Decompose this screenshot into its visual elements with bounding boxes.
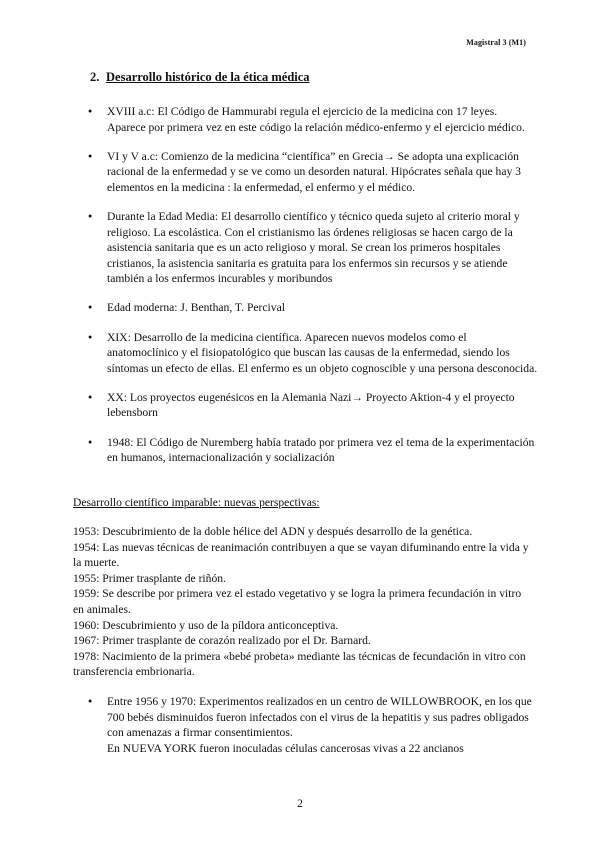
page-header: Magistral 3 (M1) xyxy=(466,38,526,47)
timeline-row: 1967: Primer trasplante de corazón realizado por el Dr. Barnard. xyxy=(73,634,371,648)
subsection-title: Desarrollo científico imparable: nuevas perspectivas: xyxy=(73,496,320,509)
bullet-item: ● Durante la Edad Media: El desarrollo científico y técnico queda sujeto al criterio moral y religioso. La escolástica. Con el cristianismo las órdenes religiosas se hacen cargo de la asistencia sanitaria que es un acto religioso y moral. Se crean los primeros hospitales cristianos, la asistencia sanitaria es gratuita para los enfermos sin recursos y se atiende también a los enfermos incurables y moribundos xyxy=(88,209,538,287)
timeline-row: 1954: Las nuevas técnicas de reanimación contribuyen a que se vayan difuminando entre la vida y la muerte. xyxy=(73,540,529,570)
bullet-item-continuation: En NUEVA YORK fueron inoculadas células cancerosas vivas a 22 ancianos xyxy=(107,741,464,755)
section-number: 2. xyxy=(90,70,100,84)
timeline-row: 1959: Se describe por primera vez el estado vegetativo y se logra la primera fecundación in vitro en animales. xyxy=(73,587,522,616)
page-number: 2 xyxy=(297,797,303,810)
bullet-item: ● XIX: Desarrollo de la medicina científica. Aparecen nuevos modelos como el anatomoclínico y el fisiopatológico que buscan las causas de la enfermedad, siendo los síntomas un efecto de ellas. El enfermo es un objeto cognoscible y una persona desconocida. xyxy=(88,330,538,377)
bullet-item: ● XVIII a.c: El Código de Hammurabi regula el ejercicio de la medicina con 17 leyes. Aparece por primera vez en este código la relación médico-enfermo y el ejercicio médico. xyxy=(88,104,538,135)
timeline-list xyxy=(73,524,533,680)
bullet-item: ● XX: Los proyectos eugenésicos en la Alemania Nazi→ Proyecto Aktion-4 y el proyecto lebensborn xyxy=(88,390,538,421)
timeline-row: 1978: Nacimiento de la primera «bebé probeta» mediante las técnicas de fecundación in vitro con transferencia embrionaria. xyxy=(73,649,526,679)
timeline-row: 1955: Primer trasplante de riñón. xyxy=(73,571,226,585)
bullet-item: ● 1948: El Código de Nuremberg había tratado por primera vez el tema de la experimentación en humanos, internacionalización y socialización xyxy=(88,435,538,466)
timeline-row: 1953: Descubrimiento de la doble hélice del ADN y después desarrollo de la genética. xyxy=(73,525,473,538)
experiments-bullet-list xyxy=(88,694,538,756)
section-title xyxy=(90,70,310,85)
timeline-row: 1960: Descubrimiento y uso de la píldora anticonceptiva. xyxy=(73,618,339,632)
section-title-text: Desarrollo histórico de la ética médica xyxy=(106,70,310,84)
bullet-item xyxy=(88,694,538,756)
bullet-item: ● Edad moderna: J. Benthan, T. Percival xyxy=(88,300,538,316)
bullet-item-text: Entre 1956 y 1970: Experimentos realizados en un centro de WILLOWBROOK, en los que 700 bebés disminuidos fueron infectados con el virus de la hepatitis y sus padres obligados con amenazas a firmar consentimientos. xyxy=(107,695,532,740)
bullet-item: ● VI y V a.c: Comienzo de la medicina “científica” en Grecia→ Se adopta una explicación racional de la enfermedad y se ve como un desorden natural. Hipócrates señala que hay 3 elementos en la medicina : la enfermedad, el enfermo y el médico. xyxy=(88,149,538,196)
history-bullet-list xyxy=(88,104,538,479)
